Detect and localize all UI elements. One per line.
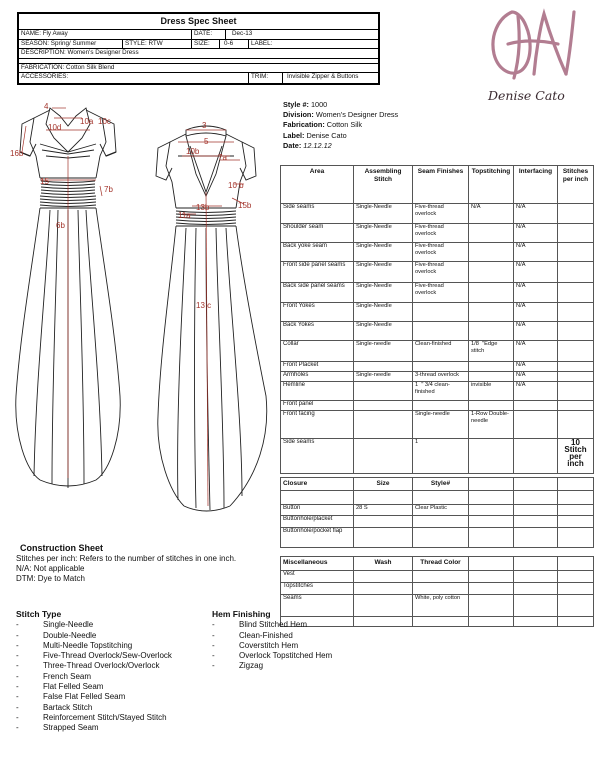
column-header [469,478,514,491]
table-cell [469,401,514,411]
table-cell [558,382,594,401]
column-header: Area [281,166,354,204]
column-header: Thread Color [413,557,469,571]
column-header [514,557,558,571]
table-cell [413,617,469,627]
table-cell: N/A [514,224,558,243]
table-cell [413,322,469,341]
style-number-label: Style #: [283,100,309,109]
bullet-dash: - [16,620,19,630]
table-cell: 1 " 3/4 clean-finished [413,382,469,401]
table-cell [469,362,514,372]
brand-logo [478,4,588,104]
table-header-row [281,557,594,571]
list-item-text: False Flat Felled Seam [43,692,126,702]
list-item [16,672,206,682]
table-cell: N/A [514,372,558,382]
table-row [281,372,594,382]
table-cell: N/A [514,262,558,283]
table-row [281,283,594,303]
table-cell [558,516,594,528]
table-cell [354,382,413,401]
table-cell [413,362,469,372]
list-item [16,661,206,671]
list-item [212,651,402,661]
stitch-type-title: Stitch Type [16,609,62,619]
table-cell [413,583,469,595]
list-item-text: Double-Needle [43,630,97,640]
row-label-cell: Hemline [281,382,354,401]
table-cell: Single-Needle [354,303,413,322]
list-item [16,682,206,692]
row-label-cell: Buttonhole/pocket flap [281,528,354,548]
table-cell: 28 S [354,505,413,516]
table-cell [558,322,594,341]
row-label-cell: Side seams [281,204,354,224]
table-cell [354,362,413,372]
table-cell [514,571,558,583]
note-line: DTM: Dye to Match [16,574,85,583]
table-row [281,491,594,505]
table-cell [354,491,413,505]
table-cell [469,505,514,516]
table-cell [514,583,558,595]
trim-field: Invisible Zipper & Buttons [287,73,359,80]
row-label-cell: Collar [281,341,354,362]
date-label: DATE: [192,30,226,39]
column-header: Assembling Stitch [354,166,413,204]
table-cell [469,243,514,262]
table-header-row [281,478,594,491]
table-cell: White, poly cotton [413,595,469,617]
table-row [281,262,594,283]
column-header [558,557,594,571]
table-row [281,411,594,439]
list-item-text: Multi-Needle Topstitching [43,640,133,650]
list-item [212,631,402,641]
table-cell: Single-needle [354,341,413,362]
table-cell [514,595,558,617]
label-field: LABEL: [251,39,273,47]
table-cell [469,617,514,627]
table-row [281,224,594,243]
accessories-field: ACCESSORIES: [19,73,249,83]
table-row [281,583,594,595]
table-cell [469,322,514,341]
construction-notes [16,543,276,584]
column-header: Interfacing [514,166,558,204]
table-cell [469,583,514,595]
style-info-panel [283,100,593,151]
table-cell [469,224,514,243]
column-header: Closure [281,478,354,491]
table-cell: N/A [514,382,558,401]
column-header: Seam Finishes [413,166,469,204]
bullet-dash: - [16,651,19,661]
table-header-row [281,166,594,204]
bullet-dash: - [212,651,215,661]
table-cell [469,491,514,505]
row-label-cell: Vest [281,571,354,583]
table-cell: Single-Needle [354,322,413,341]
table-cell [469,528,514,548]
table-cell [354,411,413,439]
meas-label: 10d [48,123,62,132]
front-measurement-lines [22,108,102,478]
row-label-cell: Side seams [281,439,354,474]
table-cell [413,401,469,411]
table-cell: N/A [514,362,558,372]
bullet-dash: - [16,630,19,640]
column-header [469,557,514,571]
bullet-dash: - [16,661,19,671]
brand-name: Denise Cato [488,88,565,103]
style-field: STYLE: RTW [123,40,192,49]
table-cell: 1/8 "Edge stitch [469,341,514,362]
list-item-text: French Seam [43,671,92,681]
table-row [281,401,594,411]
table-cell [514,411,558,439]
list-item [212,661,402,671]
table-cell: N/A [514,243,558,262]
monogram-icon [478,4,588,88]
row-label-cell: Front Yokes [281,303,354,322]
row-label-cell: Shoulder seam [281,224,354,243]
closure-table [280,477,594,548]
dress-sketch [6,96,276,528]
meas-label: 16b [10,149,24,158]
table-cell [514,528,558,548]
table-cell [558,617,594,627]
table-cell [469,516,514,528]
table-cell: N/A [514,283,558,303]
season-field: SEASON: Spring/ Summer [19,40,123,49]
table-cell [558,583,594,595]
spec-header-form [17,12,380,85]
bullet-dash: - [16,692,19,702]
table-cell [514,516,558,528]
table-cell: Five-thread overlock [413,204,469,224]
table-cell [558,571,594,583]
list-item-text: Coverstitch Hem [239,640,299,650]
meas-label: 13 c [196,301,212,310]
list-item-text: Blind Stitched Hem [239,620,308,630]
trim-label: TRIM: [249,73,283,83]
table-cell [354,516,413,528]
table-row [281,341,594,362]
meas-label: 3 [202,121,207,130]
list-item-text: Strapped Seam [43,723,99,733]
table-cell [558,362,594,372]
table-row [281,516,594,528]
table-cell [413,571,469,583]
table-row [281,303,594,322]
column-header: Topstitching [469,166,514,204]
table-cell [354,528,413,548]
table-cell: Single-needle [354,372,413,382]
construction-title: Construction Sheet [20,543,104,553]
fabrication-field: FABRICATION: Cotton Silk Blend [21,63,115,71]
row-label-cell: Back Yokes [281,322,354,341]
meas-label: 13b [196,203,210,212]
back-dress-drawing [156,126,267,511]
table-cell [413,528,469,548]
column-header: Style# [413,478,469,491]
table-cell: Five-thread overlock [413,262,469,283]
row-label-cell: Back side panel seams [281,283,354,303]
table-cell [558,243,594,262]
sheet-title: Dress Spec Sheet [19,14,378,30]
meas-label: 15b [238,201,252,210]
column-header: Wash [354,557,413,571]
table-cell: 3-thread overlock [413,372,469,382]
list-item-text: Reinforcement Stitch/Stayed Stitch [43,712,167,722]
table-cell: Five-thread overlock [413,224,469,243]
bullet-dash: - [16,723,19,733]
meas-label: 7a [218,153,227,162]
seam-spec-table [280,165,594,474]
table-cell [558,224,594,243]
date-field: Dec-13 [232,30,253,37]
list-item [16,723,206,733]
column-header [514,478,558,491]
column-header: Stitches per inch [558,166,594,204]
table-cell: Single-Needle [354,262,413,283]
table-cell [558,341,594,362]
size-field: 0-6 [220,40,249,49]
bullet-dash: - [16,682,19,692]
row-label-cell: Armholes [281,372,354,382]
table-cell [469,303,514,322]
table-cell [354,571,413,583]
row-label-cell: Front facing [281,411,354,439]
table-cell [514,439,558,474]
table-cell [558,401,594,411]
bullet-dash: - [212,640,215,650]
list-item-text: Five-Thread Overlock/Sew-Overlock [43,651,172,661]
table-cell [469,283,514,303]
label-label: Label: [283,130,305,140]
list-item [16,692,206,702]
bullet-dash: - [212,661,215,671]
meas-label: 10b [186,147,200,156]
meas-label: 7b [104,185,113,194]
table-cell: 10 Stitch per inch [558,439,594,474]
list-item-text: Flat Felled Seam [43,682,104,692]
table-cell [514,617,558,627]
division-label: Division: [283,110,314,120]
table-cell [469,571,514,583]
date-value: 12.12.12 [303,140,332,150]
table-cell: Clear Plastic [413,505,469,516]
table-cell [558,411,594,439]
note-line: Stitches per inch: Refers to the number of stitches in one inch. [16,554,237,563]
table-cell [413,491,469,505]
table-row [281,243,594,262]
table-cell: N/A [514,341,558,362]
table-row [281,362,594,372]
meas-label: 6b [56,221,65,230]
list-item-text: Bartack Stitch [43,702,93,712]
meas-label: 4 [44,102,49,111]
fabrication: Cotton Silk [326,120,363,130]
row-label-cell: Buttonhole/placket [281,516,354,528]
table-cell [558,204,594,224]
row-label-cell: Front side panel seams [281,262,354,283]
table-cell: Single-needle [413,411,469,439]
meas-label: 15 [40,177,49,186]
table-cell [469,595,514,617]
bullet-dash: - [16,671,19,681]
row-label-cell: Back yoke seam [281,243,354,262]
list-item-text: Zigzag [239,661,264,671]
row-label-cell: Front Placket [281,362,354,372]
table-cell: Single-Needle [354,224,413,243]
label-value: Denise Cato [306,130,347,140]
table-cell [558,491,594,505]
table-row [281,505,594,516]
list-item-text: Clean-Finished [239,630,293,640]
list-item [212,641,402,651]
list-item [16,620,206,630]
column-header [558,478,594,491]
table-cell: Clean-finished [413,341,469,362]
bullet-dash: - [16,640,19,650]
bullet-dash: - [16,702,19,712]
table-cell [469,262,514,283]
list-item [212,620,402,630]
list-item [16,703,206,713]
table-cell [354,439,413,474]
table-cell: 1 [413,439,469,474]
table-cell [558,262,594,283]
note-line: N/A: Not applicable [16,564,85,573]
column-header: Miscellaneous [281,557,354,571]
table-cell [558,303,594,322]
list-item [16,651,206,661]
fabrication-label: Fabrication: [283,120,325,130]
meas-label: 10a [80,117,94,126]
name-field: NAME: Fly Away [19,30,192,39]
style-number: 1000 [311,100,328,109]
table-cell [354,583,413,595]
row-label-cell [281,491,354,505]
list-item [16,641,206,651]
meas-label: 10c [98,117,111,126]
description-field: DESCRIPTION: Women's Designer Dress [21,49,139,56]
stitch-type-list [16,609,206,734]
table-cell [469,372,514,382]
table-cell: N/A [469,204,514,224]
table-cell: N/A [514,322,558,341]
table-row [281,528,594,548]
row-label-cell: Topstitches [281,583,354,595]
table-cell [558,505,594,516]
list-item-text: Overlock Topstitched Hem [239,651,333,661]
table-row [281,322,594,341]
table-cell [413,516,469,528]
table-row [281,382,594,401]
list-item [16,713,206,723]
table-cell [558,528,594,548]
table-cell [514,401,558,411]
row-label-cell: Front panel [281,401,354,411]
table-cell: invisible [469,382,514,401]
meas-label: 11a [178,211,191,220]
bullet-dash: - [16,712,19,722]
hem-finishing-title: Hem Finishing [212,609,271,619]
table-cell: N/A [514,303,558,322]
table-cell: 1-Row Double-needle [469,411,514,439]
date-label: Date: [283,140,302,150]
table-cell: Single-Needle [354,283,413,303]
table-cell: Five-thread overlock [413,243,469,262]
bullet-dash: - [212,630,215,640]
division: Women's Designer Dress [315,110,399,120]
meas-label: 10 b [228,181,244,190]
table-row [281,571,594,583]
table-cell: Single-Needle [354,243,413,262]
table-cell: Single-Needle [354,204,413,224]
bullet-dash: - [212,620,215,630]
row-label-cell: Seams [281,595,354,617]
table-row [281,204,594,224]
table-row [281,439,594,474]
table-cell: N/A [514,204,558,224]
list-item [16,631,206,641]
table-cell [558,372,594,382]
table-cell: Five-thread overlock [413,283,469,303]
table-cell [354,401,413,411]
list-item-text: Three-Thread Overlock/Overlock [43,661,160,671]
table-cell [469,439,514,474]
row-label-cell: Button [281,505,354,516]
table-cell [558,595,594,617]
column-header: Size [354,478,413,491]
table-cell [558,283,594,303]
table-cell [514,505,558,516]
table-cell [514,491,558,505]
size-label: SIZE: [192,40,220,49]
hem-finishing-list [212,609,402,672]
meas-label: 5 [204,137,209,146]
table-cell [413,303,469,322]
list-item-text: Single-Needle [43,620,94,630]
